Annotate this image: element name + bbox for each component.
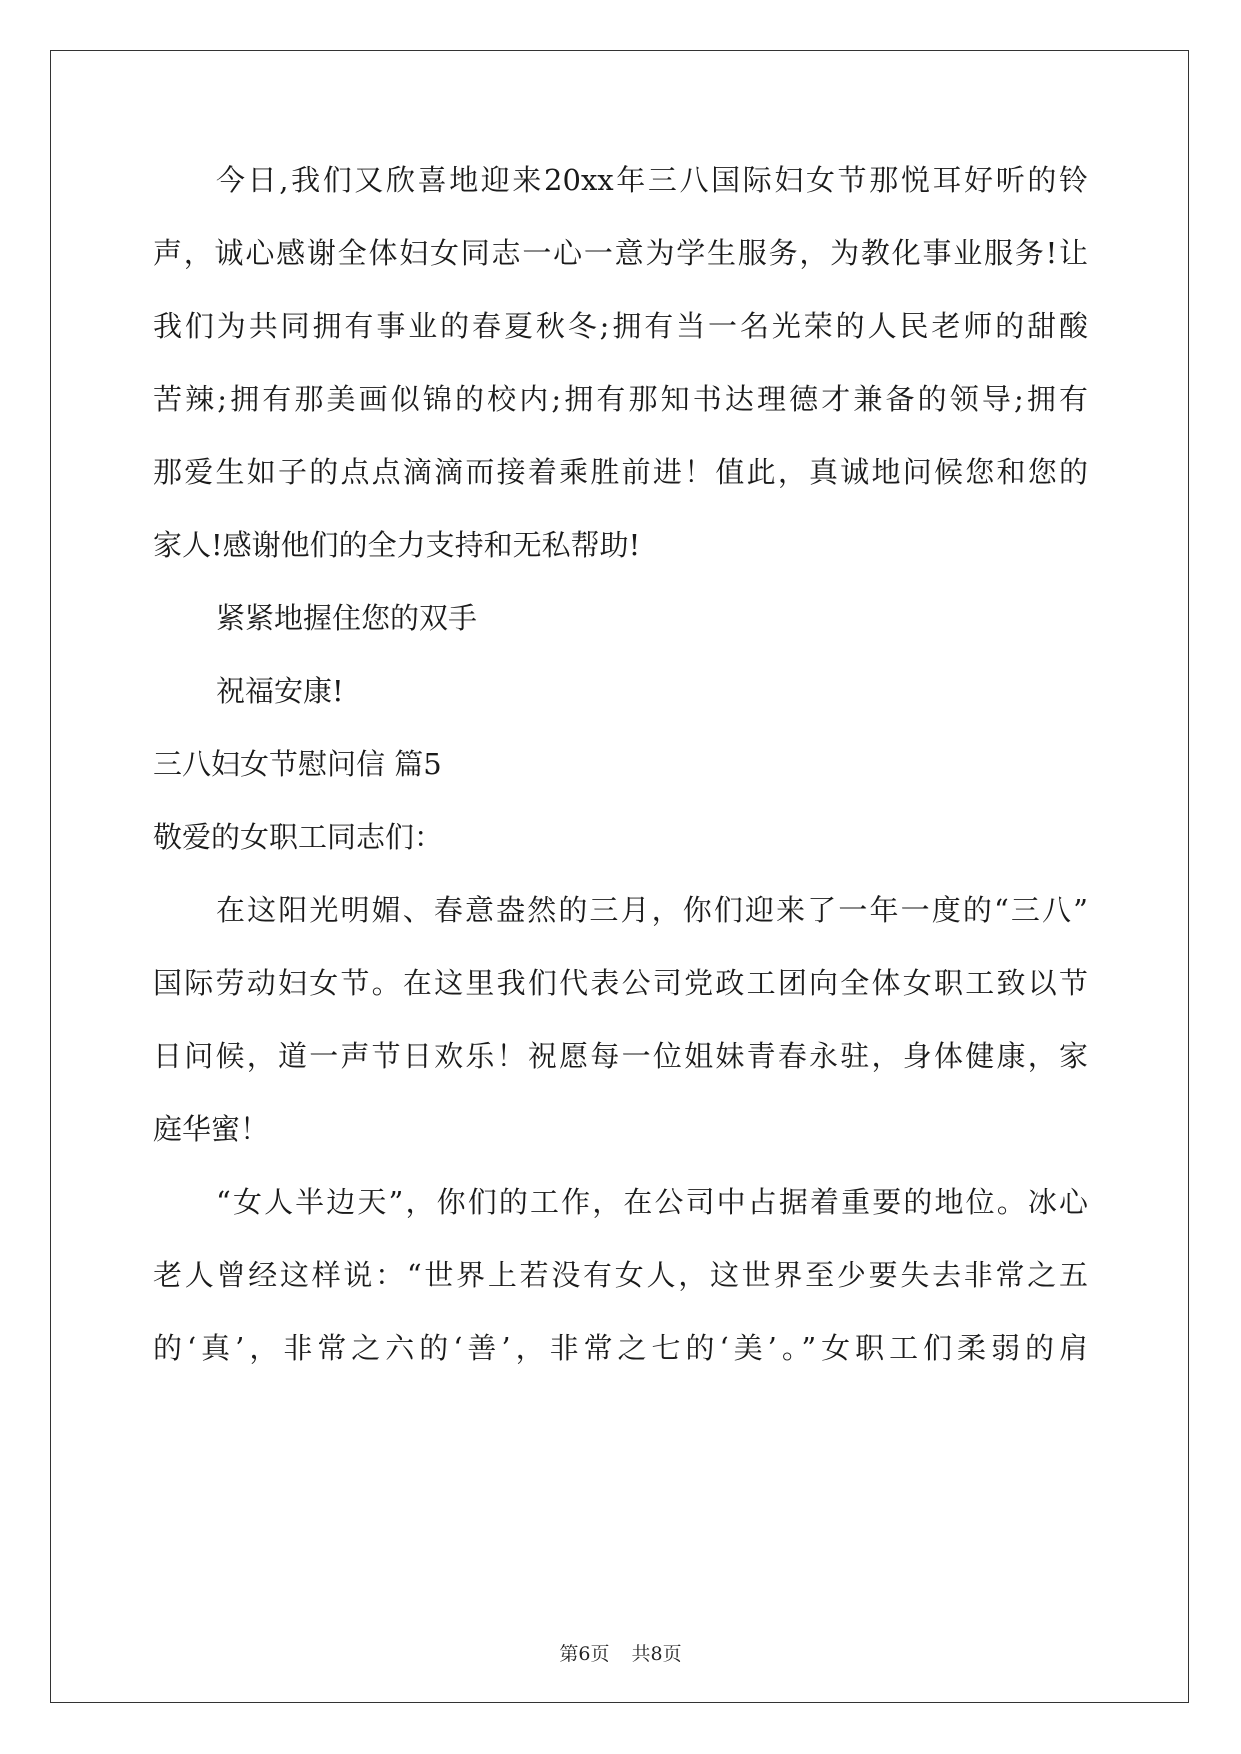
salutation: 敬爱的女职工同志们： bbox=[153, 820, 444, 854]
paragraph-line: 今日,我们又欣喜地迎来20xx年三八国际妇女节那悦耳好听的铃 bbox=[216, 163, 1088, 197]
paragraph-line: 庭华蜜！ bbox=[153, 1112, 270, 1146]
closing-line: 紧紧地握住您的双手 bbox=[216, 601, 478, 635]
paragraph-line: 在这阳光明媚、春意盎然的三月，你们迎来了一年一度的“三八” bbox=[216, 893, 1088, 927]
page-footer bbox=[0, 1642, 1241, 1666]
paragraph-line: 日问候，道一声节日欢乐！祝愿每一位姐妹青春永驻，身体健康，家 bbox=[153, 1039, 1088, 1073]
paragraph-line: 老人曾经这样说：“世界上若没有女人，这世界至少要失去非常之五 bbox=[153, 1258, 1088, 1292]
page-border bbox=[50, 50, 1189, 1703]
paragraph-line: 的‘真’，非常之六的‘善’，非常之七的‘美’。”女职工们柔弱的肩 bbox=[153, 1331, 1088, 1365]
paragraph-line: 声，诚心感谢全体妇女同志一心一意为学生服务，为教化事业服务!让 bbox=[153, 236, 1088, 270]
page-number: 第6页 bbox=[559, 1643, 610, 1665]
page-total: 共8页 bbox=[631, 1643, 682, 1665]
closing-line: 祝福安康! bbox=[216, 674, 344, 708]
paragraph-line: 那爱生如子的点点滴滴而接着乘胜前进！值此，真诚地问候您和您的 bbox=[153, 455, 1088, 489]
paragraph-line: “女人半边天”，你们的工作，在公司中占据着重要的地位。冰心 bbox=[216, 1185, 1088, 1219]
section-heading: 三八妇女节慰问信 篇5 bbox=[153, 747, 442, 781]
paragraph-line: 我们为共同拥有事业的春夏秋冬;拥有当一名光荣的人民老师的甜酸 bbox=[153, 309, 1088, 343]
paragraph-line: 国际劳动妇女节。在这里我们代表公司党政工团向全体女职工致以节 bbox=[153, 966, 1088, 1000]
paragraph-line: 苦辣;拥有那美画似锦的校内;拥有那知书达理德才兼备的领导;拥有 bbox=[153, 382, 1088, 416]
paragraph-line: 家人!感谢他们的全力支持和无私帮助! bbox=[153, 528, 641, 562]
